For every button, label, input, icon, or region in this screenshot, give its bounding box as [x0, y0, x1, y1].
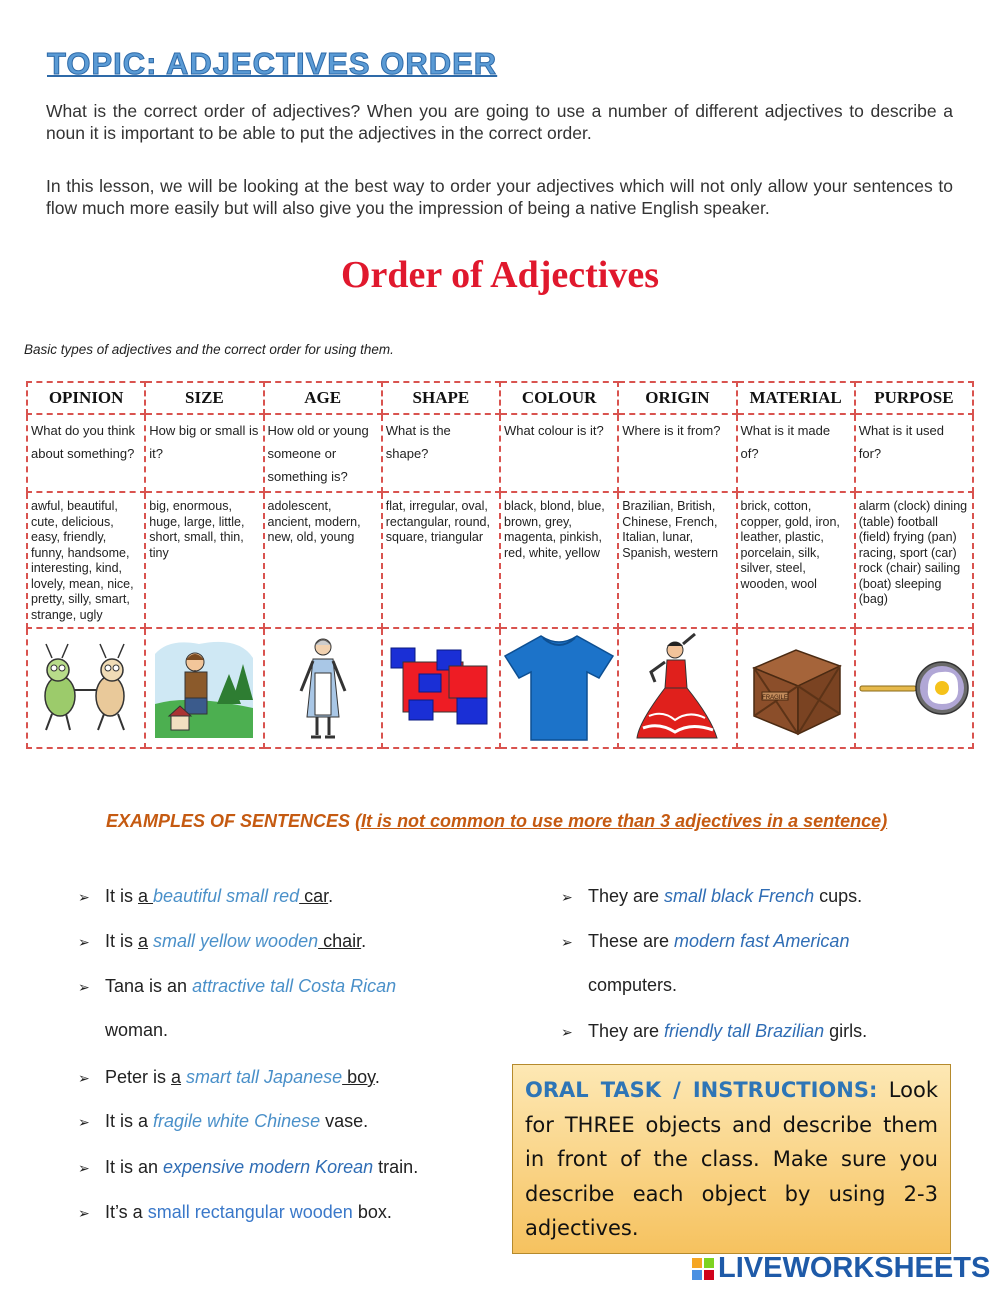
- arrow-bullet-icon: ➢: [78, 1070, 90, 1086]
- sentence-2: ➢ It is a small yellow wooden chair.: [78, 931, 367, 951]
- intro-paragraph-1: What is the correct order of adjectives? When you are going to use a number of different adjectives to describe a noun it is important to be able to put the adjectives in the correct order.: [46, 101, 953, 143]
- old-woman-illustration: [293, 633, 353, 743]
- examples-size: big, enormous, huge, large, little, short, small, thin, tiny: [145, 492, 263, 628]
- intro-paragraph-2: In this lesson, we will be looking at the best way to order your adjectives which will not only allow your sentences to flow much more easily but will also give you the impression of being a native English speaker.: [46, 176, 953, 218]
- arrow-bullet-icon: ➢: [561, 1024, 573, 1040]
- oral-task-box: [512, 1064, 951, 1254]
- arrow-bullet-icon: ➢: [78, 934, 90, 950]
- oral-task-label: ORAL TASK / INSTRUCTIONS:: [525, 1078, 878, 1102]
- dancer-illustration: [629, 632, 725, 744]
- tshirt-illustration: [503, 632, 615, 744]
- frying-pan-illustration: [858, 648, 970, 728]
- arrow-bullet-icon: ➢: [561, 889, 573, 905]
- liveworksheets-brand: [692, 1252, 990, 1285]
- arrow-bullet-icon: ➢: [78, 1160, 90, 1176]
- page-title: TOPIC: ADJECTIVES ORDER: [47, 46, 498, 81]
- liveworksheets-logo-icon: [692, 1258, 714, 1280]
- oral-task-text: Look for THREE objects and describe them in front of the class. Make sure you describe each object by using 2-3 adjectives.: [525, 1078, 938, 1240]
- brand-name: LIVEWORKSHEETS: [718, 1252, 991, 1284]
- sentence-5: ➢ It is a fragile white Chinese vase.: [78, 1111, 369, 1131]
- picture-purpose: [855, 628, 973, 748]
- examples-heading-label: EXAMPLES OF SENTENCES: [106, 811, 351, 831]
- sentence-7: ➢ It’s a small rectangular wooden box.: [78, 1202, 392, 1222]
- chart-title: Order of Adjectives: [341, 254, 659, 296]
- crate-label: FRAGILE: [761, 695, 788, 701]
- sentence-3-continuation: woman.: [105, 1020, 169, 1040]
- header-age: AGE: [264, 382, 382, 414]
- chart-subtitle: Basic types of adjectives and the correct order for using them.: [24, 342, 394, 357]
- adjective-order-table: [26, 381, 974, 749]
- sentence-8: ➢ They are small black French cups.: [561, 886, 863, 906]
- header-material: MATERIAL: [737, 382, 855, 414]
- header-opinion: OPINION: [27, 382, 145, 414]
- header-colour: COLOUR: [500, 382, 618, 414]
- question-material: What is it made of?: [737, 414, 855, 492]
- picture-opinion: [27, 628, 145, 748]
- examples-colour: black, blond, blue, brown, grey, magenta, pinkish, red, white, yellow: [500, 492, 618, 628]
- picture-shape: [382, 628, 500, 748]
- crate-illustration: [746, 638, 846, 738]
- question-opinion: What do you think about something?: [27, 414, 145, 492]
- sentence-10: ➢ They are friendly tall Brazilian girls.: [561, 1021, 868, 1041]
- question-origin: Where is it from?: [618, 414, 736, 492]
- arrow-bullet-icon: ➢: [561, 934, 573, 950]
- arrow-bullet-icon: ➢: [78, 1205, 90, 1221]
- examples-shape: flat, irregular, oval, rectangular, round, square, triangular: [382, 492, 500, 628]
- question-size: How big or small is it?: [145, 414, 263, 492]
- question-colour: What colour is it?: [500, 414, 618, 492]
- picture-origin: [618, 628, 736, 748]
- examples-origin: Brazilian, British, Chinese, French, Italian, lunar, Spanish, western: [618, 492, 736, 628]
- examples-material: brick, cotton, copper, gold, iron, leather, plastic, porcelain, silk, silver, steel, wooden, wool: [737, 492, 855, 628]
- picture-colour: [500, 628, 618, 748]
- header-size: SIZE: [145, 382, 263, 414]
- header-shape: SHAPE: [382, 382, 500, 414]
- sentence-4: ➢ Peter is a smart tall Japanese boy.: [78, 1067, 380, 1087]
- arrow-bullet-icon: ➢: [78, 1114, 90, 1130]
- question-shape: What is the shape?: [382, 414, 500, 492]
- arrow-bullet-icon: ➢: [78, 979, 90, 995]
- examples-age: adolescent, ancient, modern, new, old, young: [264, 492, 382, 628]
- examples-purpose: alarm (clock) dining (table) football (field) frying (pan) racing, sport (car) rock (chair) sailing (boat) sleeping (bag): [855, 492, 973, 628]
- sentence-1: ➢ It is a beautiful small red car.: [78, 886, 334, 906]
- question-age: How old or young someone or something is?: [264, 414, 382, 492]
- header-origin: ORIGIN: [618, 382, 736, 414]
- sentence-6: ➢ It is an expensive modern Korean train.: [78, 1157, 419, 1177]
- sentence-9: ➢ These are modern fast American: [561, 931, 850, 951]
- bugs-illustration: [30, 638, 142, 738]
- picture-material: [737, 628, 855, 748]
- giant-illustration: [149, 634, 259, 742]
- picture-size: [145, 628, 263, 748]
- sentence-3: ➢ Tana is an attractive tall Costa Rican: [78, 976, 397, 996]
- sentence-9-continuation: computers.: [588, 975, 678, 995]
- arrow-bullet-icon: ➢: [78, 889, 90, 905]
- examples-heading: [106, 811, 887, 832]
- examples-opinion: awful, beautiful, cute, delicious, easy, friendly, funny, handsome, interesting, kind, lovely, mean, nice, pretty, silly, smart, strange, ugly: [27, 492, 145, 628]
- examples-heading-note: (It is not common to use more than 3 adjectives in a sentence): [355, 811, 888, 831]
- header-purpose: PURPOSE: [855, 382, 973, 414]
- question-purpose: What is it used for?: [855, 414, 973, 492]
- rectangles-illustration: [389, 644, 493, 732]
- picture-age: [264, 628, 382, 748]
